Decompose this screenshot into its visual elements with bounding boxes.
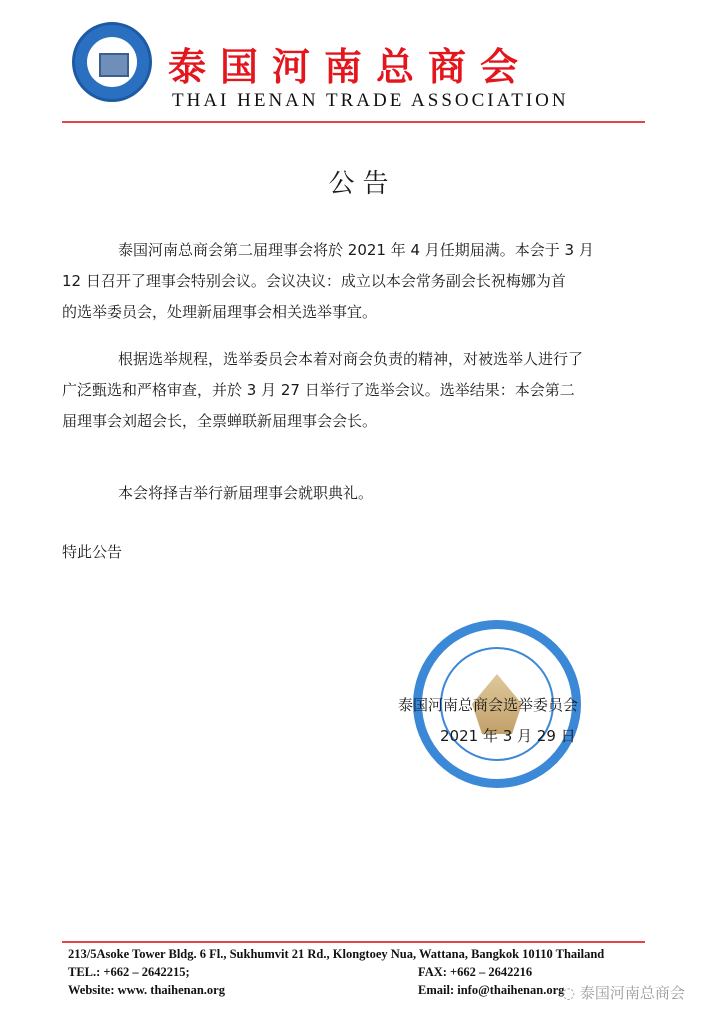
footer-address: 213/5Asoke Tower Bldg. 6 Fl., Sukhumvit 21 Rd., Klongtoey Nua, Wattana, Bangkok 10110 Thailand [68, 947, 605, 961]
watermark-text: 泰国河南总商会 [579, 984, 685, 1002]
footer-website: Website: www. thaihenan.org [68, 983, 225, 997]
line: 的选举委员会，处理新届理事会相关选举事宜。 [62, 303, 378, 321]
line: 泰国河南总商会第二届理事会将於 2021 年 4 月任期届满。本会于 3 月 [118, 241, 594, 259]
signature-org: 泰国河南总商会选举委员会 [398, 696, 579, 714]
footer-tel: TEL.: +662 – 2642215; [68, 965, 190, 979]
watermark [562, 982, 685, 1003]
paragraph-1 [62, 235, 672, 328]
title-english: THAI HENAN TRADE ASSOCIATION [172, 90, 569, 111]
signature-date: 2021 年 3 月 29 日 [440, 727, 576, 745]
association-logo [72, 22, 152, 102]
line: 届理事会刘超会长，全票蝉联新届理事会会长。 [62, 412, 378, 430]
footer-divider [62, 941, 645, 943]
paragraph-2 [62, 344, 672, 437]
closing-text: 特此公告 [62, 543, 123, 561]
line: 本会将择吉举行新届理事会就职典礼。 [118, 484, 374, 502]
announcement-heading: 公告 [328, 169, 397, 199]
header-divider [62, 121, 645, 123]
footer-email: Email: info@thaihenan.org [418, 983, 565, 997]
paragraph-3 [62, 478, 672, 509]
title-chinese: 泰国河南总商会 [168, 45, 533, 89]
footer-fax: FAX: +662 – 2642216 [418, 965, 533, 979]
wechat-icon: ◌ [562, 984, 580, 1002]
line: 12 日召开了理事会特别会议。会议决议：成立以本会常务副会长祝梅娜为首 [62, 272, 566, 290]
closing [62, 537, 672, 568]
line: 根据选举规程，选举委员会本着对商会负责的精神，对被选举人进行了 [118, 350, 584, 368]
line: 广泛甄选和严格审查，并於 3 月 27 日举行了选举会议。选举结果：本会第二 [62, 381, 575, 399]
